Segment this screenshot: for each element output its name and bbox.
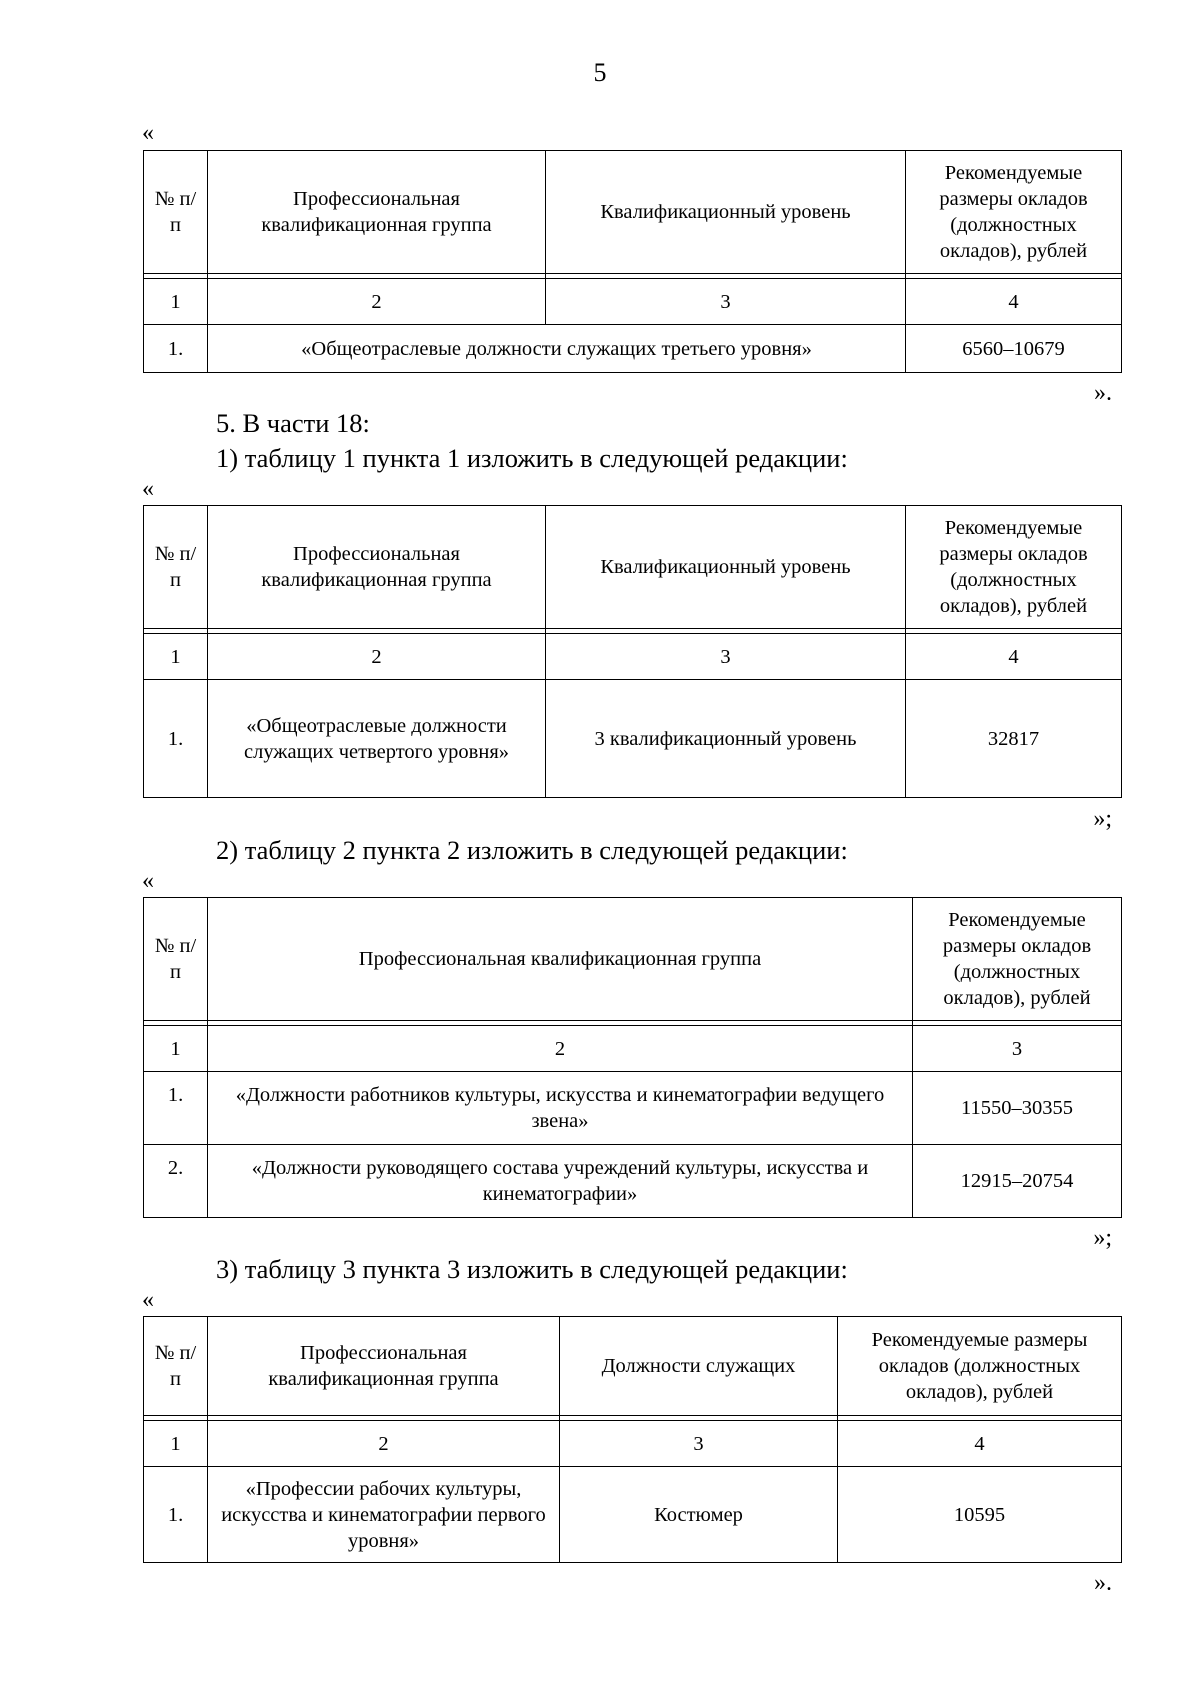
- closing-quote: »;: [1093, 1225, 1112, 1251]
- column-number: 1: [144, 1421, 208, 1467]
- row-salary: 10595: [838, 1467, 1122, 1563]
- header-group: Профессиональная квалификационная группа: [208, 898, 913, 1021]
- column-number: 3: [546, 634, 906, 680]
- section-heading: 5. В части 18:: [216, 408, 370, 438]
- header-salary: Рекомендуемые размеры окладов (должностных окладов), рублей: [906, 506, 1122, 629]
- column-number: 4: [906, 279, 1122, 325]
- column-number: 1: [144, 1026, 208, 1072]
- column-number: 2: [208, 279, 546, 325]
- row-group: «Профессии рабочих культуры, искусства и кинематографии первого уровня»: [208, 1467, 560, 1563]
- row-num: 1.: [144, 1072, 208, 1145]
- header-group: Профессиональная квалификационная группа: [208, 1317, 560, 1416]
- row-salary: 32817: [906, 680, 1122, 798]
- row-group: «Общеотраслевые должности служащих четвертого уровня»: [208, 680, 546, 798]
- header-salary: Рекомендуемые размеры окладов (должностных окладов), рублей: [906, 151, 1122, 274]
- header-salary: Рекомендуемые размеры окладов (должностных окладов), рублей: [838, 1317, 1122, 1416]
- table-row: [144, 1145, 1122, 1218]
- row-salary: 12915–20754: [913, 1145, 1122, 1218]
- row-num: 2.: [144, 1145, 208, 1218]
- item-1-text: 1) таблицу 1 пункта 1 изложить в следующей редакции:: [216, 443, 848, 473]
- table-3: [143, 897, 1122, 1218]
- table-row: [144, 680, 1122, 798]
- column-number: 1: [144, 279, 208, 325]
- table-1: [143, 150, 1122, 373]
- opening-quote: «: [142, 1287, 154, 1313]
- row-group: «Общеотраслевые должности служащих третьего уровня»: [208, 325, 906, 373]
- header-num: № п/п: [144, 898, 208, 1021]
- header-salary: Рекомендуемые размеры окладов (должностных окладов), рублей: [913, 898, 1122, 1021]
- closing-quote: ».: [1094, 380, 1112, 406]
- table-row: [144, 325, 1122, 373]
- opening-quote: «: [142, 120, 154, 146]
- opening-quote: «: [142, 868, 154, 894]
- header-num: № п/п: [144, 506, 208, 629]
- row-level: 3 квалификационный уровень: [546, 680, 906, 798]
- column-number: 4: [838, 1421, 1122, 1467]
- header-group: Профессиональная квалификационная группа: [208, 151, 546, 274]
- row-num: 1.: [144, 1467, 208, 1563]
- column-number: 2: [208, 1421, 560, 1467]
- row-num: 1.: [144, 325, 208, 373]
- opening-quote: «: [142, 476, 154, 502]
- table-2: [143, 505, 1122, 798]
- item-2-text: 2) таблицу 2 пункта 2 изложить в следующей редакции:: [216, 835, 848, 865]
- table-4: [143, 1316, 1122, 1563]
- column-number: 2: [208, 1026, 913, 1072]
- row-position: Костюмер: [560, 1467, 838, 1563]
- column-number: 1: [144, 634, 208, 680]
- item-3-text: 3) таблицу 3 пункта 3 изложить в следующей редакции:: [216, 1254, 848, 1284]
- closing-quote: »;: [1093, 806, 1112, 832]
- row-salary: 6560–10679: [906, 325, 1122, 373]
- column-number: 3: [913, 1026, 1122, 1072]
- header-num: № п/п: [144, 151, 208, 274]
- header-group: Профессиональная квалификационная группа: [208, 506, 546, 629]
- closing-quote: ».: [1094, 1570, 1112, 1596]
- row-group: «Должности руководящего состава учреждений культуры, искусства и кинематографии»: [208, 1145, 913, 1218]
- table-row: [144, 1467, 1122, 1563]
- row-salary: 11550–30355: [913, 1072, 1122, 1145]
- header-position: Должности служащих: [560, 1317, 838, 1416]
- column-number: 4: [906, 634, 1122, 680]
- header-num: № п/п: [144, 1317, 208, 1416]
- header-level: Квалификационный уровень: [546, 506, 906, 629]
- column-number: 2: [208, 634, 546, 680]
- table-row: [144, 1072, 1122, 1145]
- column-number: 3: [560, 1421, 838, 1467]
- column-number: 3: [546, 279, 906, 325]
- page-number: 5: [593, 58, 607, 87]
- header-level: Квалификационный уровень: [546, 151, 906, 274]
- row-num: 1.: [144, 680, 208, 798]
- row-group: «Должности работников культуры, искусства и кинематографии ведущего звена»: [208, 1072, 913, 1145]
